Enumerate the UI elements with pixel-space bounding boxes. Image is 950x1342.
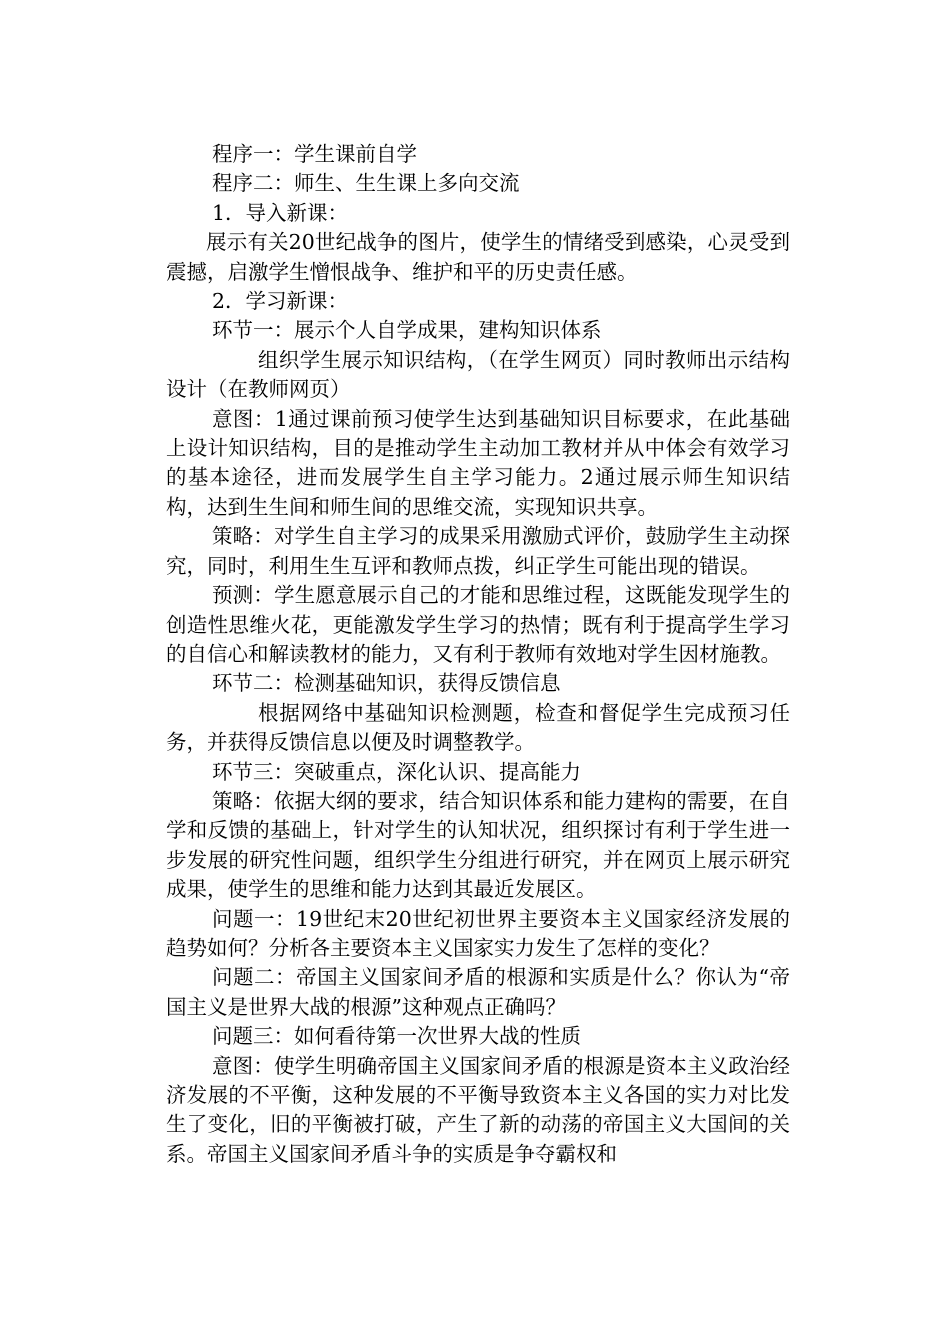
paragraph-intro-text: 展示有关20世纪战争的图片，使学生的情绪受到感染，心灵受到震撼，启激学生憎恨战争、维护和平的历史责任感。	[166, 230, 790, 284]
paragraph-stage-1-intent: 意图：1通过课前预习使学生达到基础知识目标要求，在此基础上设计知识结构，目的是推动学生主动加工教材并从中体会有效学习的基本途径，进而发展学生自主学习能力。2通过展示师生知识结构，达到生生间和师生间的思维交流，实现知识共享。	[166, 406, 790, 519]
paragraph-procedure-2: 程序二：师生、生生课上多向交流	[212, 171, 520, 196]
paragraph-stage-1-activity: 组织学生展示知识结构，（在学生网页）同时教师出示结构设计（在教师网页）	[166, 347, 790, 402]
paragraph-stage-1-prediction: 预测：学生愿意展示自己的才能和思维过程，这既能发现学生的创造性思维火花，更能激发学生学习的热情；既有利于提高学生学习的自信心和解读教材的能力，又有利于教师有效地对学生因材施教。	[166, 583, 790, 666]
document-body	[166, 140, 790, 1169]
paragraph-stage-1-strategy: 策略：对学生自主学习的成果采用激励式评价，鼓励学生主动探究，同时，利用生生互评和教师点拨，纠正学生可能出现的错误。	[166, 524, 790, 578]
paragraph-question-3: 问题三：如何看待第一次世界大战的性质	[212, 1024, 581, 1049]
paragraph-stage-3-strategy: 策略：依据大纲的要求，结合知识体系和能力建构的需要，在自学和反馈的基础上，针对学生的认知状况，组织探讨有利于学生进一步发展的研究性问题，组织学生分组进行研究，并在网页上展示研究成果，使学生的思维和能力达到其最近发展区。	[166, 788, 790, 902]
paragraph-stage-1: 环节一：展示个人自学成果，建构知识体系	[212, 318, 602, 343]
paragraph-question-2: 问题二：帝国主义国家间矛盾的根源和实质是什么？你认为“帝国主义是世界大战的根源”这种观点正确吗？	[166, 965, 790, 1019]
paragraph-stage-2: 环节二：检测基础知识，获得反馈信息	[212, 671, 561, 696]
paragraph-stage-3: 环节三：突破重点，深化认识、提高能力	[212, 759, 581, 784]
paragraph-procedure-1: 程序一：学生课前自学	[212, 142, 417, 166]
paragraph-stage-3-intent: 意图：使学生明确帝国主义国家间矛盾的根源是资本主义政治经济发展的不平衡，这种发展的不平衡导致资本主义各国的实力对比发生了变化，旧的平衡被打破，产生了新的动荡的帝国主义大国间的关系。帝国主义国家间矛盾斗争的实质是争夺霸权和	[166, 1053, 790, 1166]
paragraph-stage-2-activity: 根据网络中基础知识检测题，检查和督促学生完成预习任务，并获得反馈信息以便及时调整教学。	[166, 700, 790, 755]
paragraph-intro-heading: 1．导入新课：	[212, 200, 349, 225]
paragraph-question-1: 问题一：19世纪末20世纪初世界主要资本主义国家经济发展的趋势如何？分析各主要资本主义国家实力发生了怎样的变化？	[166, 906, 790, 960]
paragraph-learning-heading: 2．学习新课：	[212, 289, 349, 314]
